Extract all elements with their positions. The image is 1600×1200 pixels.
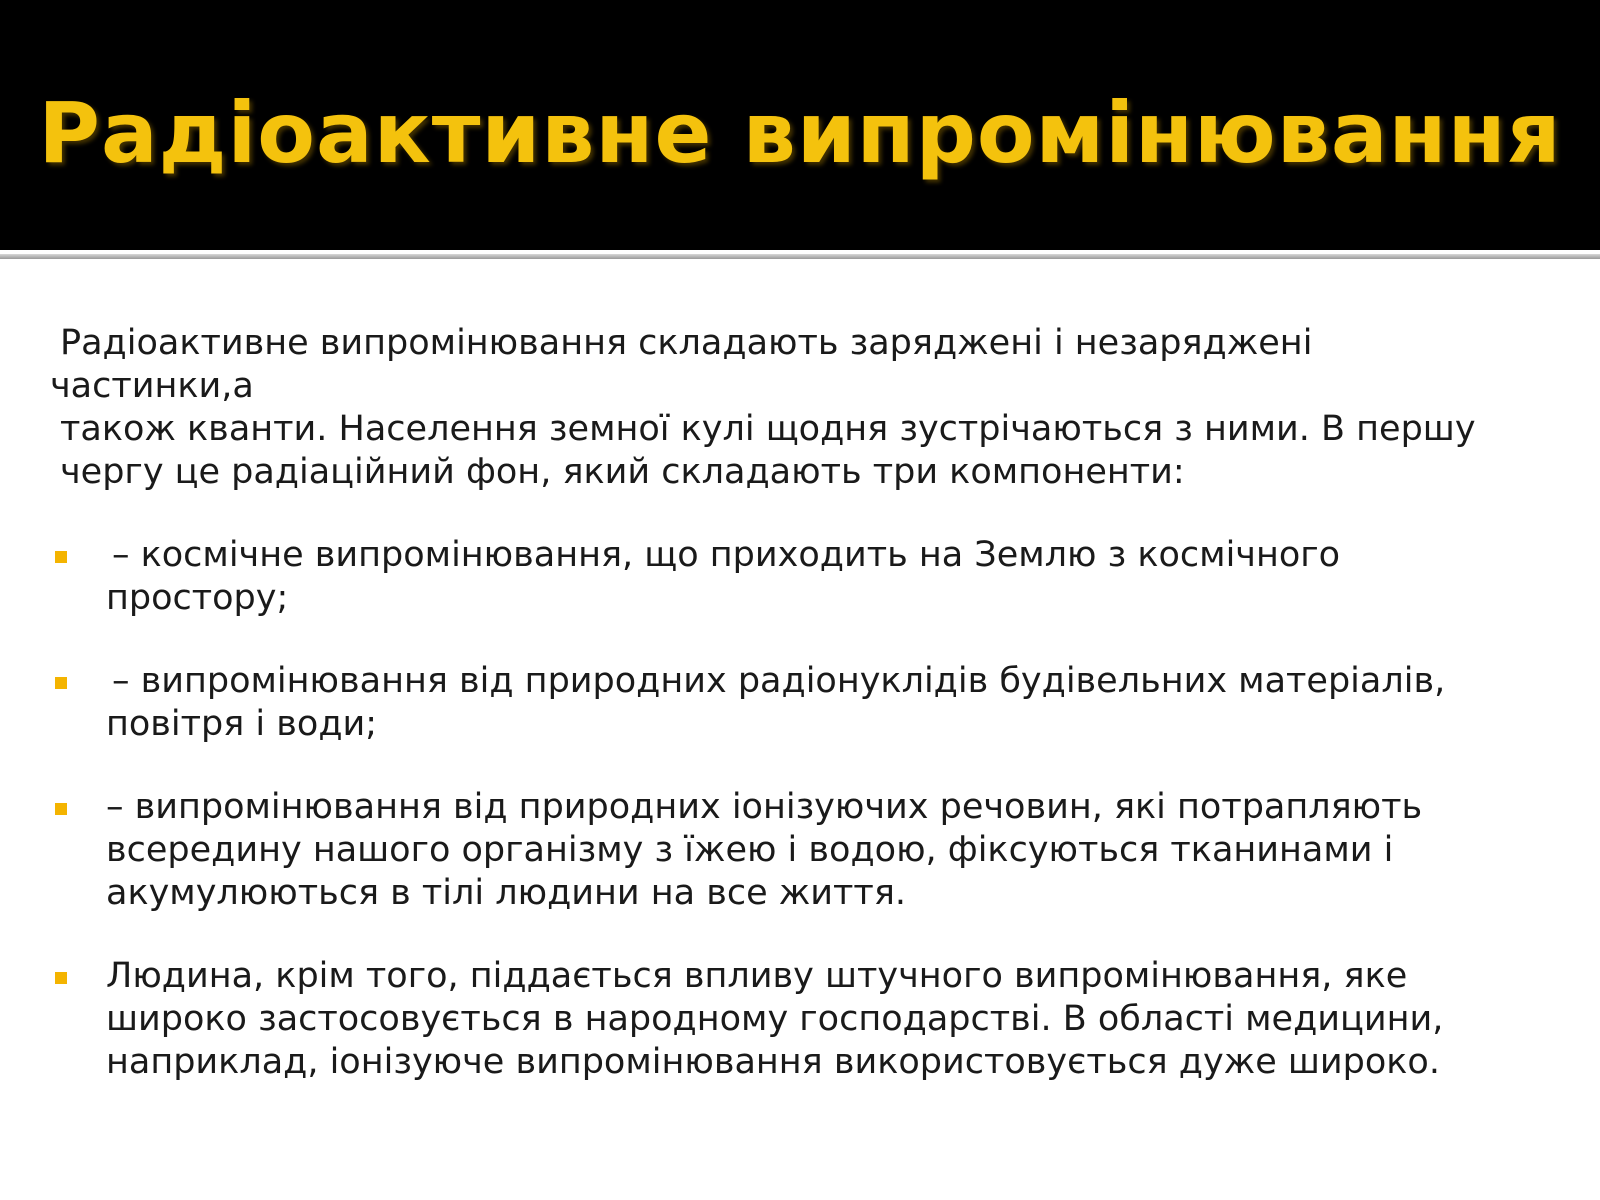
bullet-line: наприклад, іонізуюче випромінювання використовується дуже широко. — [106, 1042, 1440, 1082]
intro-line: також кванти. Населення земної кулі щодня зустрічаються з ними. В першу — [60, 409, 1476, 449]
bullet-line: акумулюються в тілі людини на все життя. — [106, 873, 906, 913]
bullet-line: Людина, крім того, піддається впливу штучного випромінювання, яке — [106, 956, 1408, 996]
square-bullet-icon — [55, 551, 67, 563]
bullet-line: повітря і води; — [106, 704, 378, 744]
bullet-line: всередину нашого організму з їжею і водою, фіксуються тканинами і — [106, 830, 1394, 870]
bullet-item-artificial-radiation — [50, 955, 1500, 1084]
bullet-line: – космічне випромінювання, що приходить на Землю з космічного — [112, 535, 1341, 575]
bullet-line: широко застосовується в народному господарстві. В області медицини, — [106, 999, 1444, 1039]
bullet-line: – випромінювання від природних радіонуклідів будівельних матеріалів, — [112, 661, 1446, 701]
square-bullet-icon — [55, 803, 67, 815]
bullet-line: – випромінювання від природних іонізуючих речовин, які потрапляють — [106, 787, 1423, 827]
square-bullet-icon — [55, 677, 67, 689]
slide-title: Радіоактивне випромінювання — [38, 84, 1562, 182]
intro-paragraph — [50, 322, 1500, 494]
bullet-item-natural-radionuclides — [50, 660, 1500, 746]
intro-line: частинки,а — [50, 366, 254, 406]
bullet-item-internal-ionizing — [50, 786, 1500, 915]
bullet-list — [50, 534, 1500, 1084]
slide-body — [50, 322, 1500, 1084]
intro-line: Радіоактивне випромінювання складають заряджені і незаряджені — [60, 323, 1313, 363]
bullet-item-cosmic — [50, 534, 1500, 620]
title-divider — [0, 254, 1600, 259]
square-bullet-icon — [55, 972, 67, 984]
intro-line: чергу це радіаційний фон, який складають три компоненти: — [60, 452, 1185, 492]
bullet-line: простору; — [106, 578, 289, 618]
